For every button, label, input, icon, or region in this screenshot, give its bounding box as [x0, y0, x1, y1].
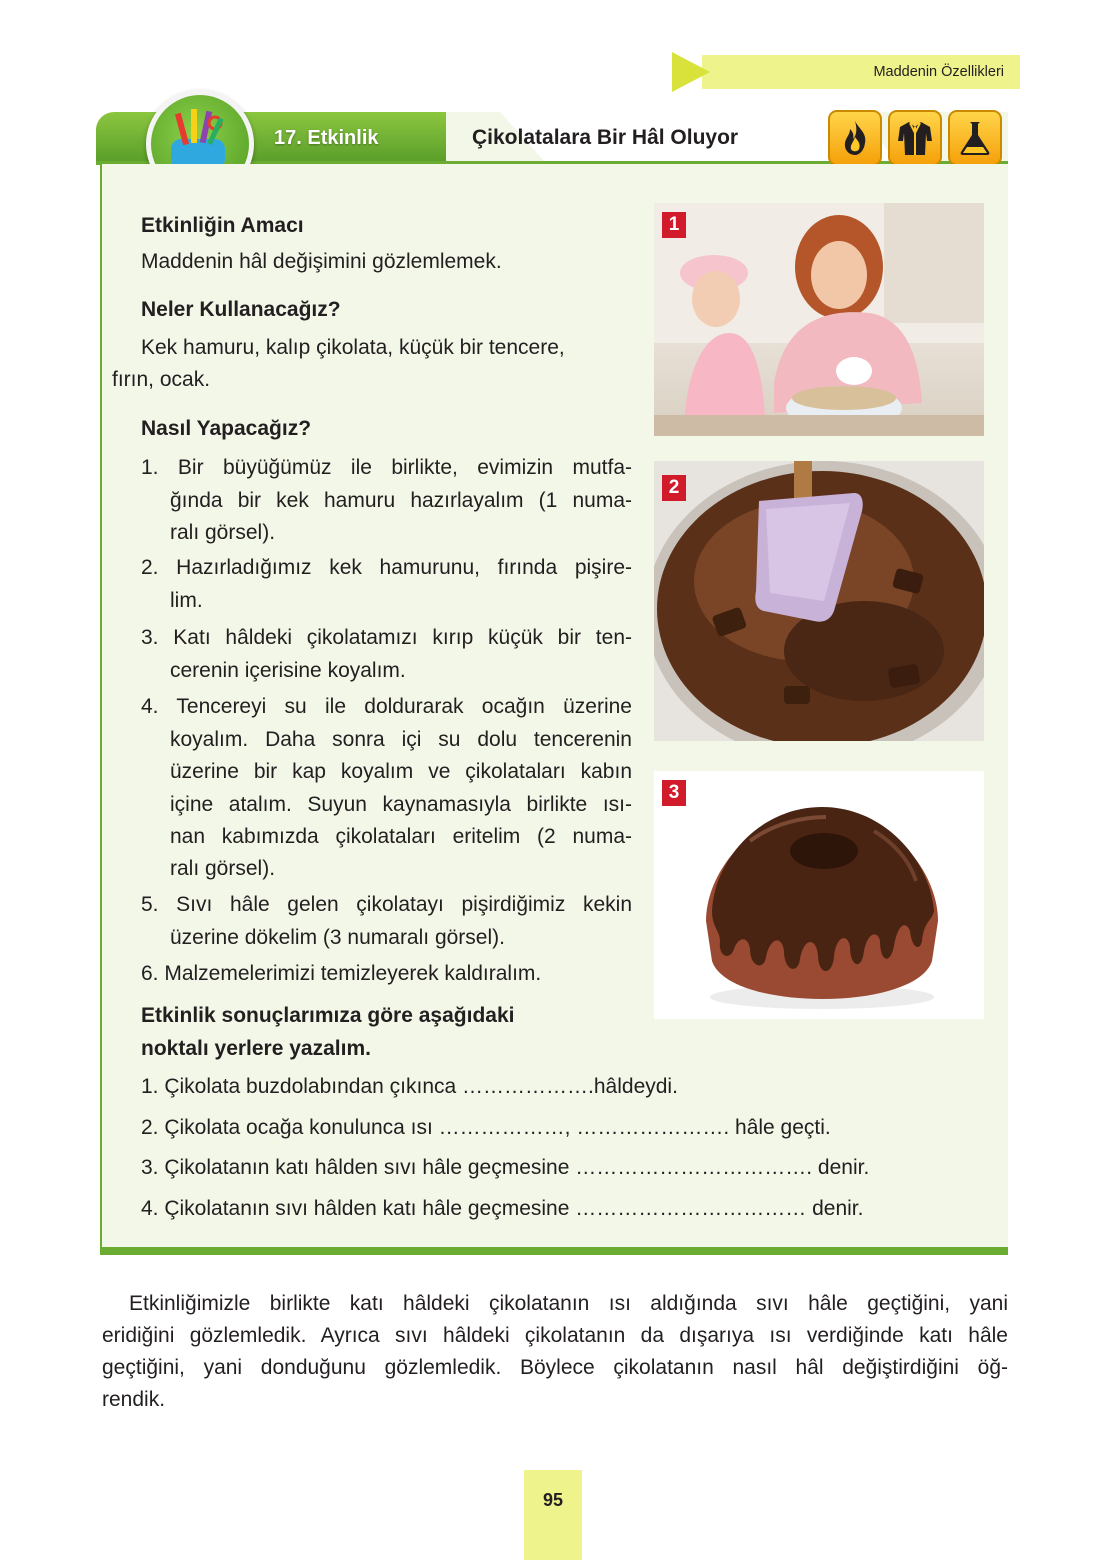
- activity-panel-bottom-border: [100, 1247, 1008, 1255]
- chocolate-cake-photo: [654, 771, 984, 1019]
- question-4: 4. Çikolatanın sıvı hâlden katı hâle geçmesine …………………………… denir.: [141, 1197, 864, 1220]
- question-2: 2. Çikolata ocağa konulunca ısı ………………, …………………. hâle geçti.: [141, 1116, 831, 1139]
- lab-coat-icon: [888, 110, 942, 166]
- step-4-line-4: içine atalım. Suyun kaynamasıyla birlikte ısı-: [170, 793, 632, 816]
- procedure-heading: Nasıl Yapacağız?: [141, 417, 312, 440]
- materials-line-2: fırın, ocak.: [112, 368, 211, 391]
- step-4-line-1: 4. Tencereyi su ile doldurarak ocağın üzerine: [141, 695, 632, 718]
- step-4-line-6: ralı görsel).: [170, 857, 276, 880]
- step-1-line-2: ğında bir kek hamuru hazırlayalım (1 numa-: [170, 489, 632, 512]
- photo-2-badge: 2: [662, 475, 686, 501]
- activity-number: 17. Etkinlik: [274, 127, 379, 149]
- step-4-line-5: nan kabımızda çikolataları eritelim (2 numa-: [170, 825, 632, 848]
- step-4-line-2: koyalım. Daha sonra içi su dolu tencerenin: [170, 728, 632, 751]
- photo-1-badge: 1: [662, 212, 686, 238]
- fire-icon: [828, 110, 882, 166]
- photo-3-badge: 3: [662, 780, 686, 806]
- chapter-tab-arrow: [672, 52, 710, 92]
- conclusion-line-1: Etkinliğimizle birlikte katı hâldeki çikolatanın ısı aldığında sıvı hâle geçtiğini, yani: [129, 1292, 1008, 1315]
- aim-heading: Etkinliğin Amacı: [141, 214, 304, 237]
- questions-heading-line-2: noktalı yerlere yazalım.: [141, 1037, 371, 1060]
- step-3-line-2: cerenin içerisine koyalım.: [170, 659, 406, 682]
- question-1: 1. Çikolata buzdolabından çıkınca ……………….hâldeydi.: [141, 1075, 678, 1098]
- materials-line-1: Kek hamuru, kalıp çikolata, küçük bir tencere,: [141, 336, 565, 359]
- conclusion-line-2: eridiğini gözlemledik. Ayrıca sıvı hâldeki çikolatanın da dışarıya ısı verdiğinde katı hâle: [102, 1324, 1008, 1347]
- page-number: 95: [524, 1470, 582, 1560]
- aim-text: Maddenin hâl değişimini gözlemlemek.: [141, 250, 502, 273]
- step-2-line-1: 2. Hazırladığımız kek hamurunu, fırında pişire-: [141, 556, 632, 579]
- step-1-line-3: ralı görsel).: [170, 521, 276, 544]
- step-1-line-1: 1. Bir büyüğümüz ile birlikte, evimizin mutfa-: [141, 456, 632, 479]
- step-3-line-1: 3. Katı hâldeki çikolatamızı kırıp küçük bir ten-: [141, 626, 632, 649]
- melted-chocolate-photo: [654, 461, 984, 741]
- step-6-line-1: 6. Malzemelerimizi temizleyerek kaldıralım.: [141, 962, 542, 985]
- step-5-line-2: üzerine dökelim (3 numaralı görsel).: [170, 926, 505, 949]
- materials-heading: Neler Kullanacağız?: [141, 298, 341, 321]
- activity-title: Çikolatalara Bir Hâl Oluyor: [472, 126, 739, 149]
- chapter-tab: [672, 52, 1020, 92]
- baking-photo: [654, 203, 984, 436]
- chapter-label: Maddenin Özellikleri: [873, 64, 1004, 80]
- questions-heading-line-1: Etkinlik sonuçlarımıza göre aşağıdaki: [141, 1004, 515, 1027]
- flask-icon: [948, 110, 1002, 166]
- conclusion-line-4: rendik.: [102, 1388, 166, 1411]
- step-2-line-2: lim.: [170, 589, 203, 612]
- question-3: 3. Çikolatanın katı hâlden sıvı hâle geçmesine ……………………………. denir.: [141, 1156, 870, 1179]
- step-5-line-1: 5. Sıvı hâle gelen çikolatayı pişirdiğimiz kekin: [141, 893, 632, 916]
- conclusion-line-3: geçtiğini, yani donduğunu gözlemledik. Böylece çikolatanın nasıl hâl değiştirdiğini öğ-: [102, 1356, 1008, 1379]
- step-4-line-3: üzerine bir kap koyalım ve çikolataları kabın: [170, 760, 632, 783]
